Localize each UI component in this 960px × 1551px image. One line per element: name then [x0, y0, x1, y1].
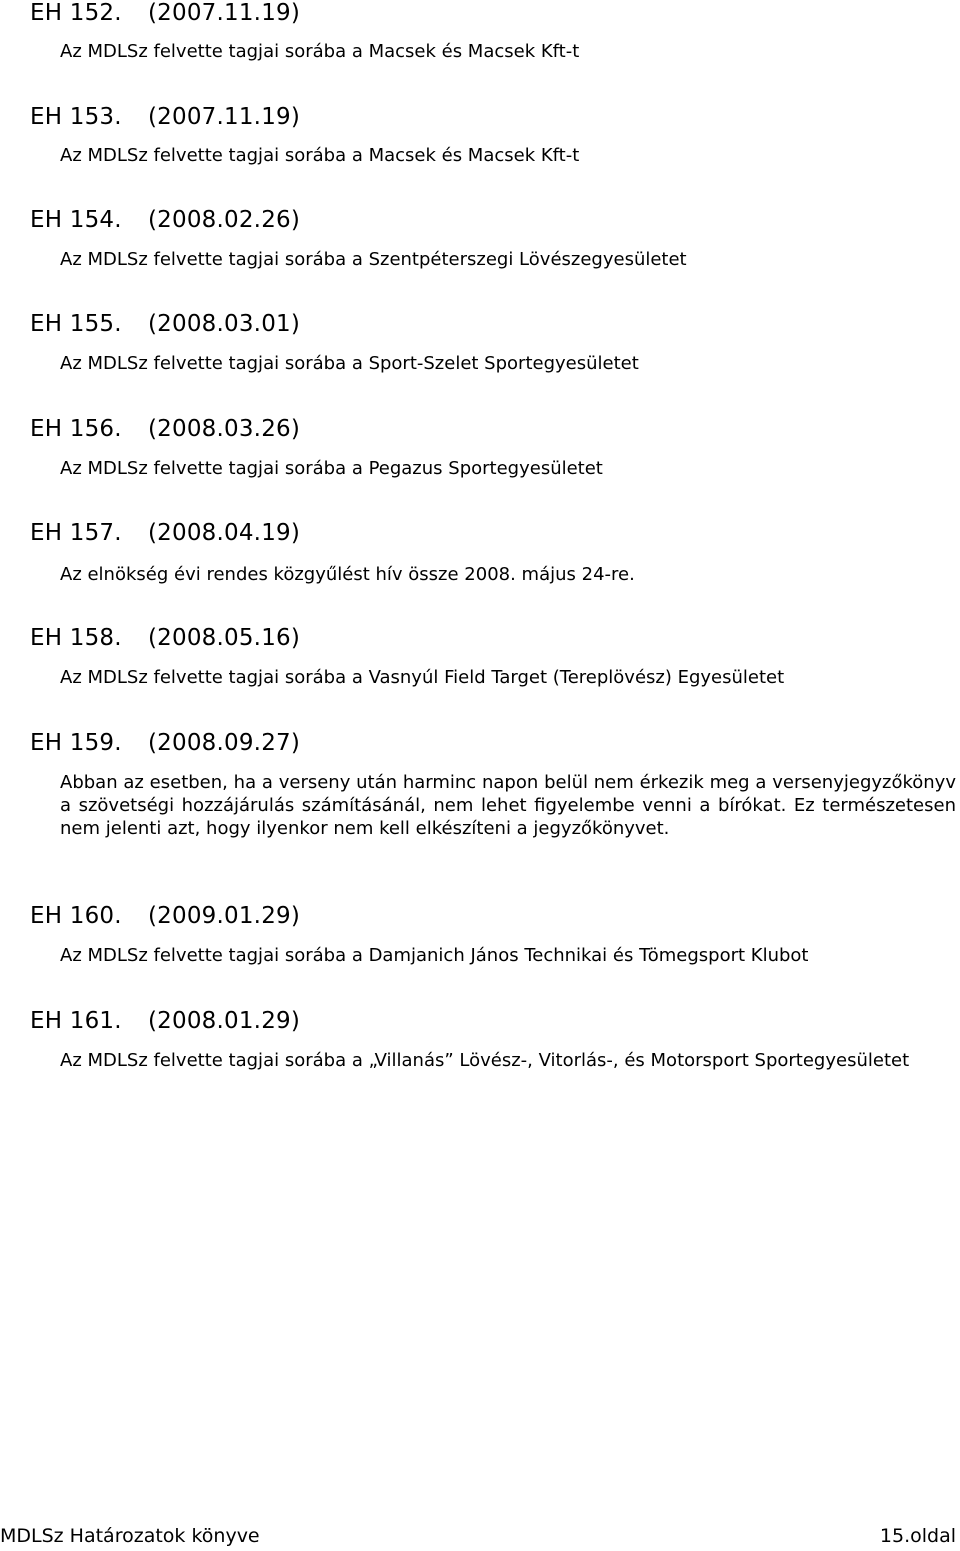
resolution-heading — [30, 903, 300, 929]
resolution-number: EH 152. — [30, 0, 122, 26]
resolution-date: (2007.11.19) — [148, 0, 301, 26]
resolution-date: (2008.05.16) — [148, 625, 301, 651]
resolution-number: EH 159. — [30, 730, 122, 756]
resolution-heading — [30, 0, 300, 26]
resolution-text: Az MDLSz felvette tagjai sorába a „Villanás” Lövész-, Vitorlás-, és Motorsport Sportegyesületet — [60, 1050, 910, 1071]
resolution-heading — [30, 625, 300, 651]
resolution-text: Az MDLSz felvette tagjai sorába a Pegazus Sportegyesületet — [60, 458, 603, 479]
resolution-date: (2008.03.26) — [148, 416, 301, 442]
resolution-heading — [30, 311, 300, 337]
resolution-date: (2007.11.19) — [148, 104, 301, 130]
resolution-number: EH 160. — [30, 903, 122, 929]
resolution-date: (2008.01.29) — [148, 1008, 301, 1034]
resolution-number: EH 154. — [30, 207, 122, 233]
resolution-text: Az MDLSz felvette tagjai sorába a Macsek és Macsek Kft-t — [60, 145, 580, 166]
resolution-text: Abban az esetben, ha a verseny után harminc napon belül nem érkezik meg a versenyjegyzőkönyv a szövetségi hozzájárulás számításánál, nem lehet figyelembe venni a bírókat. Ez természetesen nem jelenti azt, hogy ilyenkor nem kell elkészíteni a jegyzőkönyvet. — [60, 772, 956, 839]
resolution-text: Az MDLSz felvette tagjai sorába a Sport-Szelet Sportegyesületet — [60, 353, 639, 374]
resolution-heading — [30, 520, 300, 546]
resolution-number: EH 153. — [30, 104, 122, 130]
resolution-heading — [30, 730, 300, 756]
resolution-date: (2008.04.19) — [148, 520, 301, 546]
resolution-text: Az MDLSz felvette tagjai sorába a Vasnyúl Field Target (Tereplövész) Egyesületet — [60, 667, 785, 688]
resolution-text: Az MDLSz felvette tagjai sorába a Szentpéterszegi Lövészegyesületet — [60, 249, 687, 270]
resolution-heading — [30, 207, 300, 233]
resolution-heading — [30, 104, 300, 130]
resolution-date: (2008.02.26) — [148, 207, 301, 233]
footer-document-title: MDLSz Határozatok könyve — [0, 1525, 260, 1547]
resolution-date: (2009.01.29) — [148, 903, 301, 929]
resolution-text: Az MDLSz felvette tagjai sorába a Damjanich János Technikai és Tömegsport Klubot — [60, 945, 809, 966]
footer-page-number: 15.oldal — [879, 1525, 956, 1547]
resolution-number: EH 161. — [30, 1008, 122, 1034]
resolution-text: Az elnökség évi rendes közgyűlést hív össze 2008. május 24-re. — [60, 564, 635, 585]
resolution-number: EH 156. — [30, 416, 122, 442]
resolution-heading — [30, 416, 300, 442]
resolution-heading — [30, 1008, 300, 1034]
resolution-number: EH 157. — [30, 520, 122, 546]
resolution-date: (2008.09.27) — [148, 730, 301, 756]
resolution-number: EH 155. — [30, 311, 122, 337]
resolution-number: EH 158. — [30, 625, 122, 651]
resolution-text: Az MDLSz felvette tagjai sorába a Macsek és Macsek Kft-t — [60, 41, 580, 62]
resolution-date: (2008.03.01) — [148, 311, 301, 337]
